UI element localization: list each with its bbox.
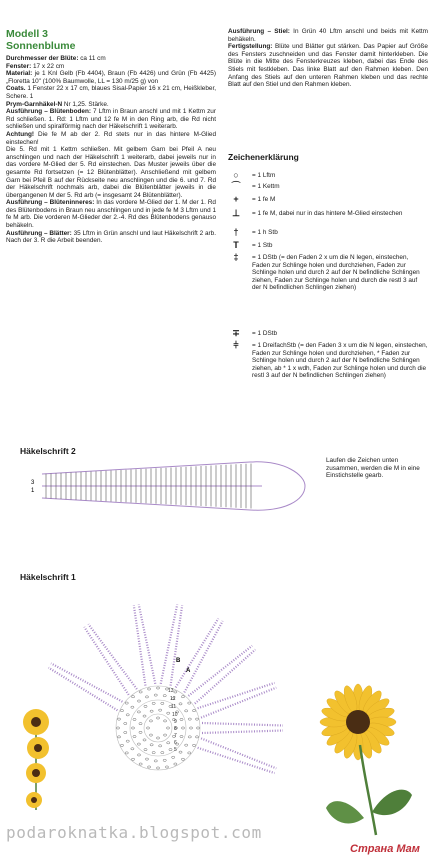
petal-stitch-column (184, 621, 222, 692)
right-paragraph-heading: Ausführung – Stiel: (228, 28, 290, 35)
chain-stitch-mark (185, 710, 188, 712)
chain-stitch-mark (144, 749, 147, 751)
left-paragraph-heading: Ausführung – Blütenboden: (6, 108, 91, 116)
chain-stitch-mark (156, 737, 159, 739)
left-paragraph-heading: Coats. (6, 85, 26, 93)
chain-stitch-mark (163, 695, 166, 697)
blog-url: podaroknatka.blogspot.com (6, 823, 262, 842)
round-8: 8 (174, 726, 177, 732)
chain-stitch-mark (172, 756, 175, 758)
round-7: 7 (174, 733, 177, 739)
leaf-crochet-chart (31, 462, 305, 510)
chain-stitch-mark (133, 718, 136, 720)
left-paragraph-heading: Material: (6, 70, 33, 78)
chain-stitch-mark (137, 743, 140, 745)
chain-stitch-mark (181, 696, 184, 698)
chain-stitch-mark (131, 748, 134, 750)
round-12: 12 (170, 696, 176, 702)
chain-stitch-mark (188, 736, 191, 738)
round-13: 13 (168, 688, 174, 694)
chain-stitch-mark (120, 710, 123, 712)
chain-stitch-mark (154, 694, 157, 696)
legend-text: = 1 DStb (= den Faden 2 x um die N legen, einstechen, Faden zur Schlinge holen und durchziehen, Faden zur Schlinge holen und durch 2 auf der N befindliche Schlingen ziehen, Faden zur Schlinge holen und durch die restl 3 auf der N befindlichen Schlingen ziehen) (252, 254, 420, 292)
left-paragraph-text: Die fe M ab der 2. Rd stets nur in das hintere M-Glied einstechen! (6, 130, 216, 146)
model-number: Modell 3 (6, 28, 49, 40)
chain-stitch-mark (167, 712, 170, 714)
legend-title: Zeichenerklärung (228, 152, 299, 162)
chain-stitch-mark (150, 744, 153, 746)
center-stitches (116, 687, 199, 769)
chain-stitch-mark (163, 720, 166, 722)
row-label-1: 1 (31, 488, 35, 494)
chain-stitch-mark (139, 763, 142, 765)
stitch-symbol-icon: + (233, 194, 239, 204)
petal-stitch-column (202, 731, 283, 734)
chain-stitch-mark (188, 702, 191, 704)
flower-center-ring-inner (144, 714, 172, 742)
chain-stitch-mark (152, 752, 155, 754)
round-9: 9 (174, 719, 177, 725)
stitch-symbol-icon: ⫩ (233, 340, 239, 350)
small-sunflowers-photo (23, 709, 49, 810)
chain-stitch-mark (188, 752, 191, 754)
left-paragraph-heading: Durchmesser der Blüte: (6, 55, 79, 62)
petal-stitch-column (134, 605, 146, 685)
chain-stitch-mark (124, 722, 127, 724)
chain-stitch-mark (161, 702, 164, 704)
right-paragraph-text: In Grün 40 Lftm anschl und beids mit Kettm behäkeln. (228, 28, 428, 43)
chain-stitch-mark (192, 710, 195, 712)
chain-stitch-mark (181, 727, 184, 729)
chain-stitch-mark (139, 731, 142, 733)
chain-stitch-mark (116, 727, 119, 729)
petal-stitch-column (51, 663, 122, 701)
right-paragraph-heading: Fertigstellung: (228, 43, 273, 51)
chain-stitch-mark (146, 727, 149, 729)
left-paragraph-heading: Ausführung – Blüteninneres: (6, 199, 95, 207)
petal-stitch-column (176, 618, 219, 687)
chain-stitch-mark (131, 706, 134, 708)
chain-stitch-mark (163, 734, 166, 736)
round-11: 11 (171, 704, 177, 710)
petal-stitch-column (202, 723, 283, 726)
crocheted-sunflower-photo (320, 684, 412, 835)
chain-stitch-mark (174, 691, 177, 693)
chain-stitch-mark (195, 718, 198, 720)
petal-stitch-column (84, 627, 128, 695)
model-name: Sonnenblume (6, 40, 76, 52)
chain-stitch-mark (156, 687, 159, 689)
chain-stitch-mark (147, 688, 150, 690)
legend-text: = 1 h Stb (252, 229, 278, 236)
chain-stitch-mark (161, 752, 164, 754)
chain-stitch-mark (156, 767, 159, 769)
legend-text: = 1 DreifachStb (= den Faden 3 x um die N legen, einstechen, Faden zur Schlinge holen und durchziehen, * Faden zur Schlinge holen und durch 2 auf der N befindliche Schlingen ziehen, ab * 1 x wdh, Faden zur Schlinge holen und durch die restl 3 auf der N befindlichen Schlingen ziehen) (252, 342, 428, 380)
petal-stitch-column (198, 748, 275, 773)
flower-center-ring-outer (116, 686, 200, 770)
round-5: 5 (174, 747, 177, 753)
left-paragraph-text: ca 11 cm (78, 55, 106, 62)
chain-stitch-mark (169, 749, 172, 751)
round-6: 6 (174, 740, 177, 746)
chain-stitch-mark (117, 736, 120, 738)
chain-stitch-mark (185, 744, 188, 746)
chain-stitch-mark (137, 754, 140, 756)
flower-crochet-chart (48, 604, 283, 773)
chain-stitch-mark (145, 696, 148, 698)
chain-stitch-mark (167, 742, 170, 744)
left-paragraph-text: 1 Fenster 22 x 17 cm, blaues Sisal-Papier 16 x 21 cm, Heißkleber, Schere. 1 (6, 85, 216, 100)
chain-stitch-mark (188, 718, 191, 720)
stitch-symbol-icon: † (233, 227, 239, 237)
chain-stitch-mark (139, 691, 142, 693)
chain-stitch-mark (145, 758, 148, 760)
left-paragraph-text: In das vordere M-Glied der 1. M der 1. Rd des Blütenbodens in Braun neu anschlingen und in jede fe M 3 Lftm und 1 fe M arb. Die vorderen M-Glieder der 2.-4. Rd des Blütenbodens genauso behäkeln. (6, 199, 216, 230)
legend-text: = 1 fe M (252, 196, 276, 203)
chain-stitch-mark (117, 718, 120, 720)
chain-stitch-mark (143, 739, 146, 741)
chain-stitch-mark (159, 745, 162, 747)
site-watermark: Страна Мам (350, 843, 420, 855)
round-10: 10 (172, 712, 178, 718)
chain-stitch-mark (144, 705, 147, 707)
chain-stitch-mark (137, 700, 140, 702)
chain-stitch-mark (179, 703, 182, 705)
left-paragraph-text: 17 x 22 cm (31, 62, 65, 70)
chain-stitch-mark (149, 734, 152, 736)
petal-stitch-column (88, 624, 137, 689)
chain-stitch-mark (196, 727, 199, 729)
left-paragraph-text: Nr 1,25. Stärke. (62, 100, 109, 108)
petal-stitch-column (139, 604, 156, 683)
petal-stitch-column (198, 683, 275, 708)
chain-stitch-mark (131, 758, 134, 760)
chain-stitch-mark (150, 710, 153, 712)
stitch-symbol-icon: ‡ (233, 252, 239, 262)
chain-stitch-mark (181, 758, 184, 760)
chain-stitch-mark (195, 736, 198, 738)
chain-stitch-mark (192, 744, 195, 746)
chain-stitch-mark (143, 715, 146, 717)
left-paragraph-heading: Achtung! (6, 130, 35, 138)
chain-stitch-mark (125, 702, 128, 704)
left-paragraph-text: je 1 Knl Gelb (Fb 4404), Braun (Fb 4426) und Grün (Fb 4425) „Floretta 10" (100% Baumwolle, LL = 130 m/25 g) von (6, 70, 216, 85)
stitch-symbol-icon: ⊥ (232, 208, 240, 218)
chain-stitch-mark (139, 723, 142, 725)
left-paragraph-text: 35 Lftm in Grün anschl und laut Häkelschrift 2 arb. Nach der 3. R die Arbeit beenden. (6, 229, 216, 245)
legend-text: = 1 Stb (252, 242, 273, 249)
chain-stitch-mark (159, 709, 162, 711)
chain-stitch-mark (120, 744, 123, 746)
chain-stitch-mark (154, 760, 157, 762)
legend-text: = 1 fe M, dabei nur in das hintere M-Glied einstechen (252, 210, 403, 217)
arrow-label-b: B (176, 658, 181, 664)
stitch-symbol-icon: ∓ (232, 328, 240, 338)
chain-stitch-mark (156, 717, 159, 719)
stitch-symbol-icon: ⌒ (231, 181, 241, 191)
chain-stitch-mark (137, 711, 140, 713)
petal-stitch-column (48, 668, 117, 711)
left-paragraph-heading: Ausführung – Blätter: (6, 229, 72, 237)
legend-text: = 1 Lftm (252, 172, 276, 179)
stitch-symbol-icon: ○ (233, 170, 239, 180)
chain-stitch-mark (166, 727, 169, 729)
chart1-title: Häkelschrift 1 (20, 572, 76, 582)
row-label-3: 3 (31, 480, 35, 486)
chain-stitch-mark (163, 759, 166, 761)
chart2-title: Häkelschrift 2 (20, 446, 76, 456)
chain-stitch-mark (180, 718, 183, 720)
chain-stitch-mark (126, 714, 129, 716)
chain-stitch-mark (189, 727, 192, 729)
legend-text: = 1 Kettm (252, 183, 280, 190)
stitch-symbol-icon: T (233, 240, 239, 250)
chain-stitch-mark (179, 751, 182, 753)
chain-stitch-mark (126, 740, 129, 742)
chain-stitch-mark (131, 727, 134, 729)
chain-stitch-mark (174, 763, 177, 765)
chain-stitch-mark (180, 735, 183, 737)
chain-stitch-mark (152, 702, 155, 704)
right-paragraph-text: Blüte und Blätter gut stärken. Das Papier auf Größe des Fensters zuschneiden und das Fenster damit hinterkleben. Die Blüte in die Mitte des Fensterkreuzes kleben, dabei das Ende des Stiels mit festkleben. Das linke Blatt auf den Rahmen kleben. Den Anfang des Stiels auf den unteren Rahmen kleben und das rechte Blatt auf den Stiel und den Rahmen kleben. (228, 43, 428, 89)
left-paragraph-heading: Prym-Garnhäkel-N (6, 100, 63, 108)
chain-stitch-mark (131, 696, 134, 698)
left-paragraph-heading: Fenster: (6, 62, 32, 70)
chain-stitch-mark (125, 752, 128, 754)
left-paragraph-text: Die 5. Rd mit 1 Kettm schließen. Mit gelbem Garn bei Pfeil A neu anschlingen und nach der Häkelschrift 1 weiterarb, dabei jeweils nur in das vordere M-Glied der 5. Rd einstechen. Das Muster jeweils über die gesamte Rd fortsetzen (= 12 Blütenblätter). Anschließend mit gelbem Garn bei Pfeil B auf der Rückseite neu anschlingen und die 6. und 7. Rd der Häkelschrift nochmals arb, dabei die Blütenblätter jeweils in die übergangenen M der 5. Rd arb (= insgesamt 24 Blütenblätter). (6, 146, 216, 199)
left-paragraph-text: 7 Lftm in Braun anschl und mit 1 Kettm zur Rd schließen. 1. Rd: 1 Lftm und 12 fe M in den Ring arb, die Rd nicht schließen und spiralförmig nach der Häkelschrift 1 weiterarb. (6, 108, 216, 131)
petal-stitch-column (171, 605, 183, 685)
chain-stitch-mark (147, 766, 150, 768)
petal-rays (48, 604, 283, 773)
chain-stitch-mark (165, 766, 168, 768)
chain-stitch-mark (149, 720, 152, 722)
petal-stitch-column (188, 646, 252, 696)
chain-stitch-mark (133, 735, 136, 737)
chain-stitch-mark (124, 731, 127, 733)
legend-text: = 1 DStb (252, 330, 278, 337)
chart-note: Laufen die Zeichen unten zusammen, werden die M in eine Einstichstelle gearb. (326, 457, 420, 480)
arrow-label-a: A (186, 668, 191, 674)
petal-stitch-column (161, 604, 178, 683)
